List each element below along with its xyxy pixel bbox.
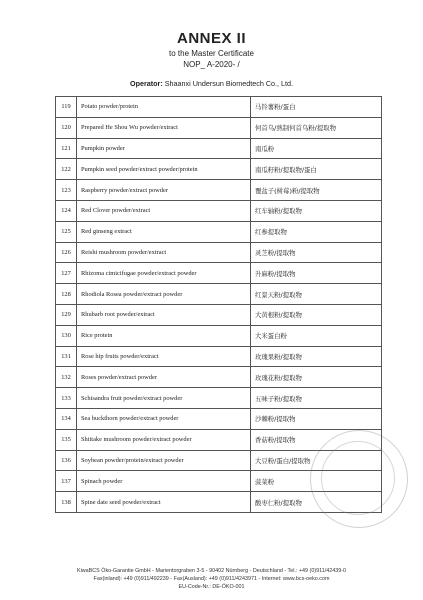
row-number: 122: [56, 159, 77, 180]
product-name-en: Spinach powder: [77, 471, 251, 492]
product-name-cn: 南瓜籽粉/提取物/蛋白: [251, 159, 382, 180]
product-name-cn: 灵芝粉/提取物: [251, 242, 382, 263]
product-name-en: Spine date seed powder/extract: [77, 492, 251, 513]
product-name-en: Sea buckthorn powder/extract powder: [77, 408, 251, 429]
row-number: 120: [56, 117, 77, 138]
product-name-cn: 覆盆子(树莓)粉/提取物: [251, 180, 382, 201]
table-row: [56, 284, 382, 305]
table-row: [56, 450, 382, 471]
table-row: [56, 304, 382, 325]
row-number: 127: [56, 263, 77, 284]
product-name-en: Rhubarb root powder/extract: [77, 304, 251, 325]
product-name-cn: 酸枣仁粉/提取物: [251, 492, 382, 513]
annex-title: ANNEX II: [176, 30, 246, 47]
product-name-en: Soybean powder/protein/extract powder: [77, 450, 251, 471]
product-name-en: Rhizoma cimicifugae powder/extract powder: [77, 263, 251, 284]
product-name-en: Schisandra fruit powder/extract powder: [77, 388, 251, 409]
row-number: 132: [56, 367, 77, 388]
product-name-cn: 玫瑰花粉/提取物: [251, 367, 382, 388]
product-name-cn: 红参提取物: [251, 221, 382, 242]
row-number: 135: [56, 429, 77, 450]
product-name-en: Pumpkin powder: [77, 138, 251, 159]
table-row: [56, 117, 382, 138]
product-name-cn: 菠菜粉: [251, 471, 382, 492]
footer-contact: Fax(inland): +49 (0)911/492239 - Fax(Ausland): +49 (0)911/4243971 - Internet: www.bcs-oeko.com: [93, 576, 330, 582]
product-name-cn: 南瓜粉: [251, 138, 382, 159]
operator-name: Shaanxi Undersun Biomedtech Co., Ltd.: [164, 79, 293, 88]
row-number: 121: [56, 138, 77, 159]
table-row: [56, 263, 382, 284]
table-row: [56, 429, 382, 450]
product-name-cn: 大豆粉/蛋白/提取物: [251, 450, 382, 471]
row-number: 131: [56, 346, 77, 367]
certificate-number: NOP_ A-2020- /: [183, 60, 240, 69]
row-number: 123: [56, 180, 77, 201]
row-number: 138: [56, 492, 77, 513]
footer-address: KiwaBCS Öko-Garantie GmbH - Marientorgraben 3-5 - 90402 Nürnberg - Deutschland - Tel.: +49 (0)911/42439-0: [76, 568, 347, 574]
table-row: [56, 346, 382, 367]
row-number: 126: [56, 242, 77, 263]
table-row: [56, 180, 382, 201]
row-number: 119: [56, 97, 77, 118]
product-name-cn: 红景天粉/提取物: [251, 284, 382, 305]
row-number: 134: [56, 408, 77, 429]
product-name-en: Red Clover powder/extract: [77, 200, 251, 221]
row-number: 137: [56, 471, 77, 492]
product-name-en: Red ginseng extract: [77, 221, 251, 242]
footer-eu-code: EU-Code-Nr.: DE-ÖKO-001: [178, 584, 245, 590]
product-name-cn: 玫瑰果粉/提取物: [251, 346, 382, 367]
footer: [0, 567, 423, 591]
product-name-cn: 大黄根粉/提取物: [251, 304, 382, 325]
product-name-cn: 大米蛋白粉: [251, 325, 382, 346]
product-name-en: Shiitake mushroom powder/extract powder: [77, 429, 251, 450]
operator-label: Operator:: [129, 79, 163, 88]
product-name-en: Rhodiola Rosea powder/extract powder: [77, 284, 251, 305]
table-row: [56, 471, 382, 492]
product-name-en: Prepared He Shou Wu powder/extract: [77, 117, 251, 138]
table-row: [56, 242, 382, 263]
table-row: [56, 200, 382, 221]
table-row: [56, 325, 382, 346]
table-row: [56, 221, 382, 242]
row-number: 128: [56, 284, 77, 305]
product-name-en: Roses powder/extract powder: [77, 367, 251, 388]
product-name-en: Rose hip fruits powder/extract: [77, 346, 251, 367]
annex-subtitle: to the Master Certificate: [169, 49, 254, 58]
product-name-en: Reishi mushroom powder/extract: [77, 242, 251, 263]
product-name-cn: 五味子粉/提取物: [251, 388, 382, 409]
product-name-en: Raspberry powder/extract powder: [77, 180, 251, 201]
row-number: 130: [56, 325, 77, 346]
row-number: 133: [56, 388, 77, 409]
product-name-cn: 沙棘粉/提取物: [251, 408, 382, 429]
product-name-cn: 何首乌/熟制何首乌粉/提取物: [251, 117, 382, 138]
table-row: [56, 408, 382, 429]
table-row: [56, 159, 382, 180]
product-name-cn: 升麻粉/提取物: [251, 263, 382, 284]
table-row: [56, 388, 382, 409]
operator-line: [0, 79, 423, 88]
row-number: 124: [56, 200, 77, 221]
row-number: 129: [56, 304, 77, 325]
row-number: 136: [56, 450, 77, 471]
product-name-en: Pumpkin seed powder/extract powder/protein: [77, 159, 251, 180]
product-table: [55, 96, 382, 513]
table-row: [56, 367, 382, 388]
product-name-cn: 红车轴粉/提取物: [251, 200, 382, 221]
table-row: [56, 138, 382, 159]
product-name-en: Potato powder/protein: [77, 97, 251, 118]
table-row: [56, 97, 382, 118]
product-name-en: Rice protein: [77, 325, 251, 346]
table-row: [56, 492, 382, 513]
row-number: 125: [56, 221, 77, 242]
product-name-cn: 马铃薯粉/蛋白: [251, 97, 382, 118]
product-name-cn: 香菇粉/提取物: [251, 429, 382, 450]
